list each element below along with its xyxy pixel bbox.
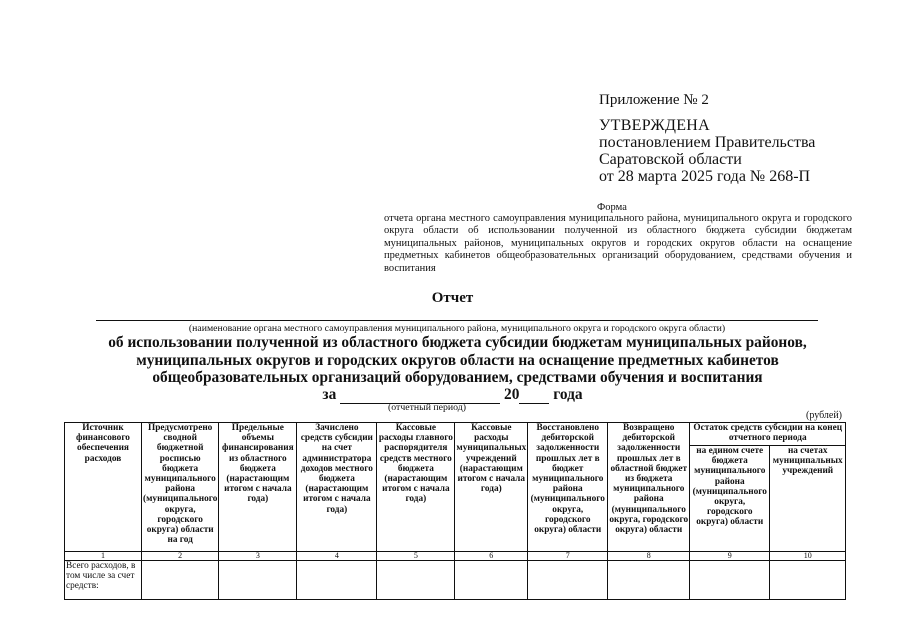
column-number: 8: [608, 552, 690, 561]
organ-name-line: [96, 320, 818, 321]
col-header-planned: Предусмотрено сводной бюджетной росписью бюджета муниципального района (муниципального округа, городского округа) области на год: [142, 423, 219, 552]
col-header-source: Источник финансового обеспечения расходов: [65, 423, 142, 552]
table-cell: [770, 561, 846, 600]
report-subject: [70, 334, 845, 387]
table-cell: [377, 561, 455, 600]
period-year-prefix: 20: [504, 386, 520, 403]
row-label-total: Всего расходов, в том числе за счет средств:: [65, 561, 142, 600]
col-header-institution-expenses: Кассовые расходы муниципальных учреждений (нарастающим итогом с начала года): [455, 423, 528, 552]
approved-by: постановлением Правительства: [599, 134, 816, 151]
appendix-number: Приложение № 2: [599, 92, 709, 108]
form-description: отчета органа местного самоуправления муниципального района, муниципального округа и городского округа области об использовании полученной из областного бюджета субсидии бюджетам муниципальных районов, муниципальных округов и городских округов области на оснащение предметных кабинетов общеобразовательных организаций оборудованием, средствами обучения и воспитания: [384, 213, 852, 274]
organ-name-hint: (наименование органа местного самоуправления муниципального района, муниципального округа и городского округа области): [188, 323, 726, 334]
table-cell: [297, 561, 377, 600]
approval-block: [599, 117, 815, 185]
approved-heading: УТВЕРЖДЕНА: [599, 117, 711, 134]
report-table: [64, 422, 846, 600]
period-prefix: за: [322, 386, 337, 403]
column-numbers-row: [65, 552, 846, 561]
col-header-institution-accounts: на счетах муниципальных учреждений: [770, 446, 846, 552]
subject-line-1: об использовании полученной из областного бюджета субсидии бюджетам муниципальных районов,: [108, 334, 807, 351]
column-number: 6: [455, 552, 528, 561]
period-hint: (отчетный период): [388, 402, 466, 413]
column-number: 1: [65, 552, 142, 561]
subject-line-3: общеобразовательных организаций оборудованием, средствами обучения и воспитания: [152, 369, 763, 386]
table-cell: [690, 561, 770, 600]
col-header-returned-debt: Возвращено дебиторской задолженности прошлых лет в областной бюджет из бюджета муниципального района (муниципального округа, городского округа) области: [608, 423, 690, 552]
col-header-balance-group: Остаток средств субсидии на конец отчетного периода: [690, 423, 846, 446]
table-cell: [608, 561, 690, 600]
report-title: Отчет: [431, 290, 474, 306]
col-header-restored-debt: Восстановлено дебиторской задолженности прошлых лет в бюджет муниципального района (муниципального округа, городского округа) области: [528, 423, 608, 552]
region-name: Саратовской области: [599, 151, 742, 168]
col-header-main-expenses: Кассовые расходы главного распорядителя средств местного бюджета (нарастающим итогом с начала года): [377, 423, 455, 552]
table-cell: [142, 561, 219, 600]
column-number: 5: [377, 552, 455, 561]
units-label: (рублей): [806, 410, 843, 421]
form-label: Форма: [597, 202, 627, 213]
year-blank: [519, 389, 549, 404]
col-header-credited: Зачислено средств субсидии на счет администратора доходов местного бюджета (нарастающим итогом с начала года): [297, 423, 377, 552]
subject-line-2: муниципальных округов и городских округов области на оснащение предметных кабинетов: [136, 351, 779, 369]
col-header-limits: Предельные объемы финансирования из областного бюджета (нарастающим итогом с начала года): [219, 423, 297, 552]
table-cell: [219, 561, 297, 600]
col-header-single-account: на едином счете бюджета муниципального района (муниципального округа, городского округа) области: [690, 446, 770, 552]
column-number: 7: [528, 552, 608, 561]
column-number: 10: [770, 552, 846, 561]
column-number: 3: [219, 552, 297, 561]
decree-date: от 28 марта 2025 года № 268-П: [599, 168, 811, 185]
table-row: [65, 561, 846, 600]
column-number: 4: [297, 552, 377, 561]
table-cell: [528, 561, 608, 600]
period-suffix: года: [553, 386, 583, 403]
column-number: 2: [142, 552, 219, 561]
column-number: 9: [690, 552, 770, 561]
table-cell: [455, 561, 528, 600]
